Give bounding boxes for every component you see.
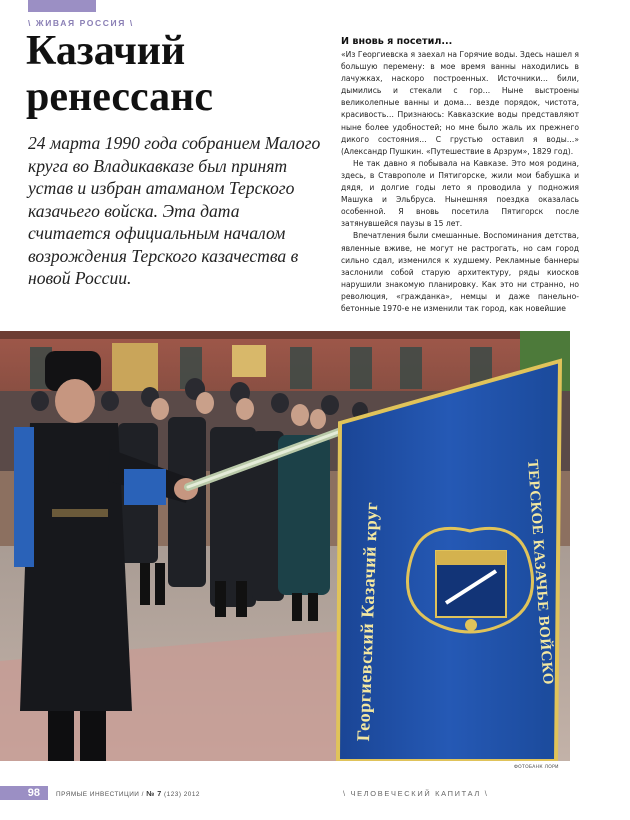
- article-paragraph: Не так давно я побывала на Кавказе. Это моя родина, здесь, в Ставрополе и Пятигорске, жили мои бабушка и дядя, и долгие годы лето я проводила у подножия Машука и Эльбруса. Нынешняя поездка оказалась особенной. Я вновь посетила Пятигорск после затянувшейся паузы в 15 лет.: [341, 158, 579, 229]
- page-number: 98: [0, 786, 48, 800]
- issue-number: № 7: [146, 789, 162, 798]
- top-accent-bar: [28, 0, 96, 12]
- banner-text-left: Георгиевский Казачий круг: [353, 501, 382, 742]
- photo-illustration: [0, 331, 570, 761]
- cossack-parade-photo: [0, 331, 570, 761]
- photo-credit: ФОТОБАНК ЛОРИ: [514, 765, 559, 770]
- article-paragraph: Впечатления были смешанные. Воспоминания детства, явленные вживе, не могут не растрогать, но сам город сильно сдал, изменился к худшему. Рекламные баннеры заслонили собой старую архитектуру, ряды киосков нарушили знакомую планировку. Как это ни странно, но революция, «гражданка», немцы и даже панельно-бетонные 1970-е не изменили так город, как новейшие: [341, 231, 579, 313]
- article-subheading: И вновь я посетил...: [341, 36, 453, 47]
- issue-year: (123) 2012: [161, 791, 200, 798]
- headline-line-1: Казачий: [26, 28, 186, 74]
- lead-paragraph: 24 марта 1990 года собранием Малого круга во Владикавказе был принят устав и избран атаманом Терского казачьего войска. Эта дата считается официальным началом возрождения Терского казачества в новой России.: [28, 133, 321, 288]
- article-column: [341, 36, 579, 315]
- banner-text-right: ТЕРСКОЕ КАЗАЧЬЕ ВОЙСКО: [524, 459, 556, 686]
- magazine-issue: [56, 789, 200, 798]
- magazine-name: ПРЯМЫЕ ИНВЕСТИЦИИ /: [56, 791, 147, 798]
- section-rubric: \ ЖИВАЯ РОССИЯ \: [28, 18, 134, 28]
- article-paragraph-quote: «Из Георгиевска я заехал на Горячие воды. Здесь нашел я большую перемену: в мое время ванны находились в лачужках, наскоро построенных. Источники… били, дымились и стекали с гор… Ныне выстроены великолепные ванны и дома… везде порядок, чистота, красивость… Признаюсь: Кавказские воды представляют ныне более удобностей; но мне было жаль их прежнего дикого состояния… С грустью оставил я воды…» (Александр Пушкин. «Путешествие в Арзрум», 1829 год).: [341, 50, 579, 156]
- headline-line-2: ренессанс: [26, 74, 213, 120]
- article-headline: [26, 28, 326, 120]
- footer-section-rubric: \ ЧЕЛОВЕЧЕСКИЙ КАПИТАЛ \: [343, 789, 489, 798]
